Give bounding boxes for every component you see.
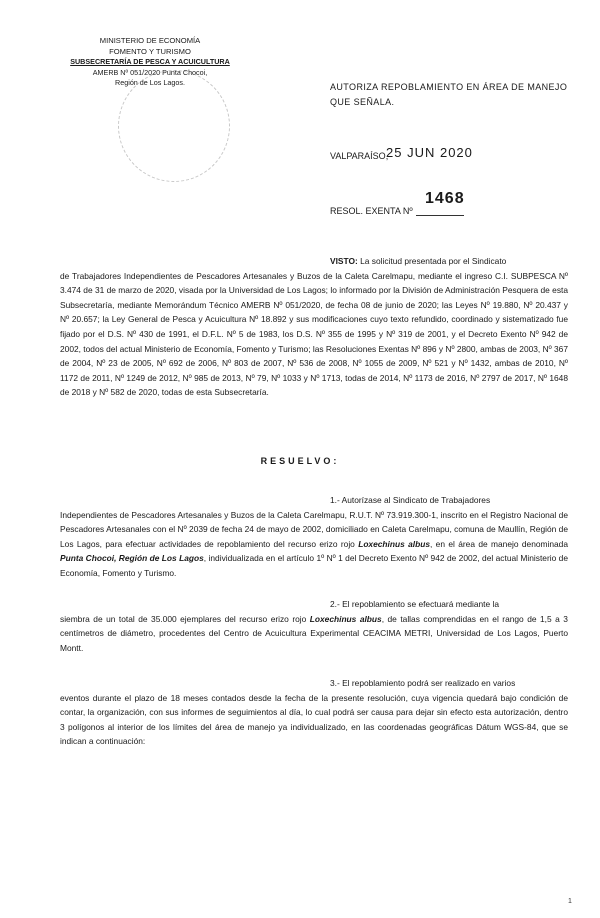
article-1-text-c: , individualizada en el artículo 1º Nº 1 del Decreto Exento Nº 942 de 2002, del actual Ministerio de Economía, Fomento y Turismo. (60, 553, 568, 578)
visto-text-rest: de Trabajadores Independientes de Pescadores Artesanales y Buzos de la Caleta Carelmapu, mediante el ingreso C.I. SUBPESCA Nº 3.474 de 31 de marzo de 2020, visada por la Universidad de Los Lagos; lo informado por la División de Administración Pesquera de esta Subsecretaría, mediante Memorándum Técnico AMERB Nº 051/2020, de fecha 08 de junio de 2020; las Leyes Nº 19.880, Nº 20.437 y Nº 20.657; la Ley General de Pesca y Acuicultura Nº 18.892 y sus modificaciones cuyo texto refundido, coordinado y sistematizado fue fijado por el D.S. Nº 430 de 1991, el D.F.L. Nº 5 de 1983, los D.S. Nº 355 de 1995 y Nº 319 de 2001, y el Decreto Exento Nº 942 de 2002, todos del actual Ministerio de Economía, Fomento y Turismo; las Resoluciones Exentas Nº 896 y Nº 2800, ambas de 2003, Nº 367 de 2004, Nº 23 de 2005, Nº 692 de 2006, Nº 803 de 2007, Nº 536 de 2008, Nº 1055 de 2009, Nº 521 y Nº 1432, ambas de 2010, Nº 1172 de 2011, Nº 1249 de 2012, Nº 985 de 2013, Nº 79, Nº 1033 y Nº 1713, todas de 2014, Nº 1173 de 2016, Nº 2797 de 2017, Nº 1648 de 2018 y Nº 582 de 2020, todas de esta Subsecretaría. (60, 270, 568, 398)
article-1-text-b: , en el área de manejo denominada (429, 538, 568, 549)
subsecretaria-line: SUBSECRETARÍA DE PESCA Y ACUICULTURA (70, 57, 230, 66)
article-2-paragraph (60, 597, 568, 655)
article-2-species: Loxechinus albus (309, 613, 382, 624)
ministry-line2: FOMENTO Y TURISMO (109, 46, 191, 56)
article-1-paragraph (60, 493, 568, 581)
article-1-first: 1.- Autorízase al Sindicato de Trabajadores (330, 495, 491, 505)
place-label: VALPARAÍSO, (330, 151, 389, 161)
visto-label: VISTO: (330, 256, 358, 266)
article-2-text-a: siembra de un total de 35.000 ejemplares del recurso erizo rojo (60, 613, 310, 624)
page-number: 1 (568, 898, 572, 905)
article-2-text-b: , de tallas comprendidas en el rango de 1,5 a 3 centímetros de diámetro, procedentes del Centro de Acuicultura Experimental CEACIMA METRI, Universidad de Los Lagos, Puerto Montt. (60, 613, 568, 653)
ref-line2: Región de Los Lagos. (115, 78, 185, 87)
ministry-line1: MINISTERIO DE ECONOMÍA (99, 36, 201, 45)
resolution-underline (416, 215, 464, 216)
visto-text-first: La solicitud presentada por el Sindicato (360, 256, 507, 266)
article-3-text: eventos durante el plazo de 18 meses contados desde la fecha de la presente resolución, cuya vigencia quedará bajo condición de contar, la organización, con sus informes de seguimientos al día, lo cual podrá ser causa para dejar sin efecto esta autorización, dentro 3 polígonos al interior de los límites del área de manejo ya individualizado, en las coordenadas geográficas Dátum WGS-84, que se indican a continuación: (60, 692, 568, 747)
resolution-number: 1468 (425, 190, 465, 207)
resolution-label: RESOL. EXENTA Nº (330, 206, 413, 216)
visto-paragraph (60, 254, 568, 400)
resolution-subject: AUTORIZA REPOBLAMIENTO EN ÁREA DE MANEJO QUE SEÑALA. (330, 82, 568, 107)
official-seal-stamp (118, 70, 230, 182)
article-3-first: 3.- El repoblamiento podrá ser realizado en varios (330, 678, 516, 688)
date-stamp: 25 JUN 2020 (386, 145, 473, 160)
article-2-first: 2.- El repoblamiento se efectuará mediante la (330, 599, 499, 609)
ref-line1: AMERB Nº 051/2020 Punta Chocoi, (92, 67, 208, 77)
article-3-paragraph (60, 676, 568, 749)
article-1-area: Punta Chocoi, Región de Los Lagos (60, 553, 204, 564)
resuelvo-heading: RESUELVO: (260, 456, 340, 466)
article-1-text-a: Independientes de Pescadores Artesanales y Buzos de la Caleta Carelmapu, R.U.T. Nº 73.919.300-1, inscrito en el Registro Nacional de Pescadores Artesanales con el Nº 2039 de fecha 24 de mayo de 2002, domiciliado en Caleta Carelmapu, comuna de Maullín, Región de Los Lagos, para efectuar actividades de repoblamiento del recurso erizo rojo (60, 509, 568, 549)
article-1-species: Loxechinus albus (358, 538, 430, 549)
